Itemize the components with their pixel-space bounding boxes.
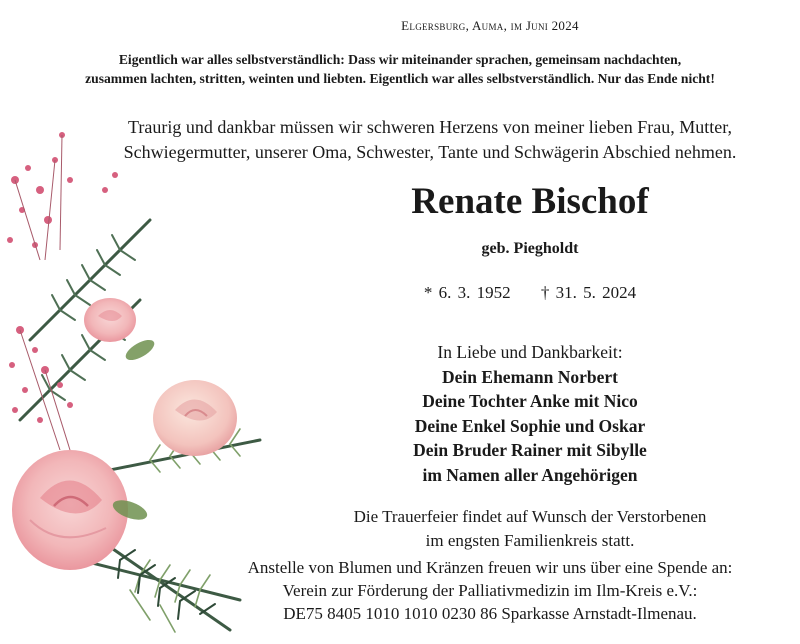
flower-arrangement-image [0,120,310,644]
funeral-notice [260,505,800,553]
motto-line-2: zusammen lachten, stritten, weinten und liebten. Eigentlich war alles selbstverständlich. Nur das Ende nicht! [85,71,715,86]
intro-line-1: Traurig und dankbar müssen wir schweren Herzens von meiner lieben Frau, Mutter, [128,117,732,137]
birth-name: geb. Piegholdt [481,240,579,257]
intro-line-2: Schwiegermutter, unserer Oma, Schwester, Tante und Schwägerin Abschied nehmen. [123,142,737,162]
deceased-name: Renate Bischof [411,181,649,222]
place-date: Elgersburg, Auma, im Juni 2024 [401,18,579,33]
mourner-line: im Namen aller Angehörigen [422,464,638,485]
mourner-line: Dein Ehemann Norbert [442,366,618,387]
donation-line-3: DE75 8405 1010 1010 0230 86 Sparkasse Arnstadt-Ilmenau. [283,604,697,623]
birth-date: * 6. 3. 1952 [423,283,511,302]
life-dates [330,283,730,303]
mourners-block [320,340,740,487]
funeral-line-1: Die Trauerfeier findet auf Wunsch der Verstorbenen [353,507,707,526]
mourner-line: Deine Tochter Anke mit Nico [422,391,638,411]
mourners-intro: In Liebe und Dankbarkeit: [437,342,623,362]
death-date: † 31. 5. 2024 [540,283,637,302]
donation-line-1: Anstelle von Blumen und Kränzen freuen wir uns über eine Spende an: [247,558,733,577]
motto-line-1: Eigentlich war alles selbstverständlich: Dass wir miteinander sprachen, gemeinsam nachdachten, [118,52,682,67]
donation-line-2: Verein zur Förderung der Palliativmedizin im Ilm-Kreis e.V.: [282,581,698,600]
motto-quote [20,50,780,88]
mourner-line: Deine Enkel Sophie und Oskar [414,415,646,436]
mourner-line: Dein Bruder Rainer mit Sibylle [413,440,647,460]
rose-top [84,298,136,342]
rose-middle [153,380,237,456]
rose-bottom [12,450,128,570]
funeral-line-2: im engsten Familienkreis statt. [425,531,635,550]
